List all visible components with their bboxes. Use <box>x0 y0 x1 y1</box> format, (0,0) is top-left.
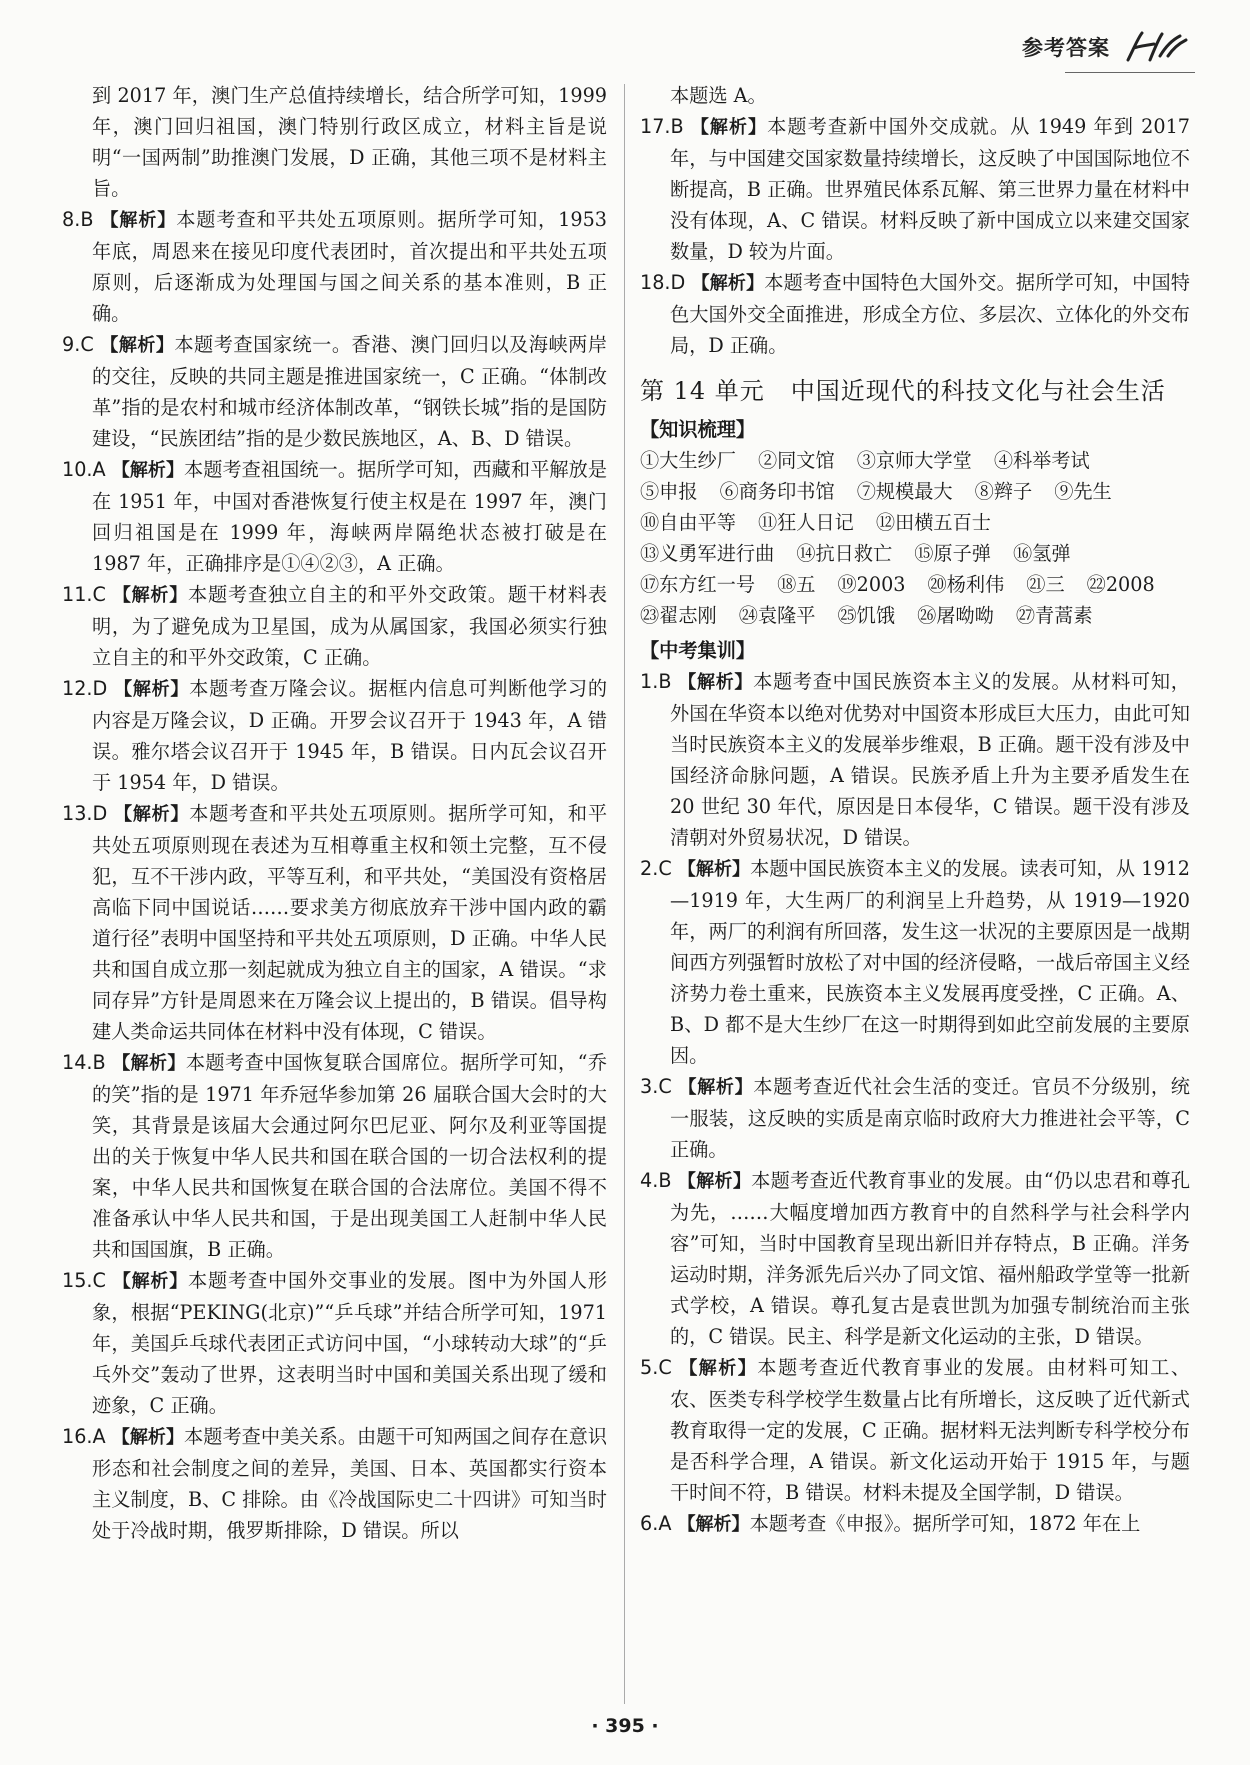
answer-number: 1. <box>640 670 659 693</box>
answer-number: 16. <box>62 1425 93 1448</box>
answer-choice: C <box>92 1269 106 1292</box>
answer-item <box>62 673 607 798</box>
knowledge-item: ⑤申报 <box>640 480 698 503</box>
knowledge-item: ㉔袁隆平 <box>738 604 816 627</box>
analysis-label: 【解析】 <box>678 672 754 693</box>
knowledge-item: ⑳杨利伟 <box>927 573 1005 596</box>
analysis-label: 【解析】 <box>111 460 184 481</box>
answer-choice: C <box>80 333 94 356</box>
answer-choice: C <box>658 1356 672 1379</box>
knowledge-item: ㉖屠呦呦 <box>917 604 994 627</box>
right-answer-list <box>640 111 1190 361</box>
answer-item <box>640 666 1190 853</box>
knowledge-item: ⑩自由平等 <box>640 511 736 534</box>
answer-choice: C <box>92 583 106 606</box>
answer-item <box>640 1508 1190 1540</box>
analysis-text: 本题考查万隆会议。据框内信息可判断他学习的内容是万隆会议，D 正确。开罗会议召开于 1943 年，A 错误。雅尔塔会议召开于 1945 年，B 错误。日内瓦会议召开于 1954 年，D 错误。 <box>92 677 608 794</box>
answer-number: 17. <box>640 115 671 138</box>
answer-number: 18. <box>640 271 671 294</box>
analysis-label: 【解析】 <box>690 117 768 138</box>
knowledge-item: ㉗青蒿素 <box>1015 604 1093 627</box>
left-answer-list <box>62 204 607 1546</box>
answer-number: 9. <box>62 333 81 356</box>
unit-name: 中国近现代的科技文化与社会生活 <box>790 377 1166 405</box>
knowledge-item: ④科举考试 <box>993 449 1090 472</box>
knowledge-item: ⑧辫子 <box>974 480 1033 503</box>
answer-item <box>62 329 607 454</box>
analysis-text: 本题考查《申报》。据所学可知，1872 年在上 <box>749 1512 1141 1535</box>
answer-choice: D <box>92 802 108 825</box>
analysis-text: 本题考查新中国外交成就。从 1949 年到 2017 年，与中国建交国家数量持续增长，这反映了中国国际地位不断提高，B 正确。世界殖民体系瓦解、第三世界力量在材料中没有体现，A、C 错误。材料反映了新中国成立以来建交国家数量，D 较为片面。 <box>670 115 1190 263</box>
page-number: · 395 · <box>591 1715 659 1737</box>
answer-choice: D <box>670 271 686 294</box>
knowledge-item: ⑨先生 <box>1054 480 1112 503</box>
analysis-text: 本题考查中国民族资本主义的发展。从材料可知，外国在华资本以绝对优势对中国资本形成巨大压力，由此可知当时民族资本主义的发展举步维艰，B 正确。题干没有涉及中国经济命脉问题，A 错误。民族矛盾上升为主要矛盾发生在 20 世纪 30 年代，原因是日本侵华，C 错误。题干没有涉及清朝对外贸易状况，D 错误。 <box>670 670 1190 849</box>
knowledge-row <box>640 569 1190 600</box>
analysis-text: 本题考查中国外交事业的发展。图中为外国人形象，根据“PEKING(北京)”“乒乓球”并结合所学可知，1971 年，美国乒乓球代表团正式访问中国，“小球转动大球”的“乒乓外交”轰动了世界，这表明当时中国和美国关系出现了缓和迹象，C 正确。 <box>92 1269 608 1417</box>
answer-item <box>640 267 1190 361</box>
answer-item <box>62 579 607 673</box>
knowledge-row <box>640 600 1190 631</box>
answer-number: 13. <box>62 802 93 825</box>
analysis-label: 【解析】 <box>112 1271 189 1292</box>
knowledge-item: ①大生纱厂 <box>640 449 736 472</box>
knowledge-item: ⑲2003 <box>837 573 906 596</box>
answer-choice: A <box>92 458 106 481</box>
knowledge-item: ⑥商务印书馆 <box>719 480 835 503</box>
answer-item <box>640 1071 1190 1165</box>
analysis-text: 本题考查独立自主的和平外交政策。题干材料表明，为了避免成为卫星国，成为从属国家，我国必须实行独立自主的和平外交政策，C 正确。 <box>92 583 608 669</box>
answer-item <box>640 853 1190 1071</box>
knowledge-item: ⑭抗日救亡 <box>796 542 893 565</box>
analysis-text: 本题考查中国恢复联合国席位。据所学可知，“乔的笑”指的是 1971 年乔冠华参加第 26 届联合国大会时的大笑，其背景是该届大会通过阿尔巴尼亚、阿尔及利亚等国提出的关于恢复中华人民共和国在联合国的一切合法权利的提案，中华人民共和国恢复在联合国的合法席位。美国不得不准备承认中华人民共和国，于是出现美国工人赶制中华人民共和国国旗，B 正确。 <box>92 1051 608 1261</box>
page-header <box>1022 30 1190 64</box>
exam-answer-list <box>640 666 1190 1540</box>
knowledge-item: ⑬义勇军进行曲 <box>640 542 775 565</box>
analysis-text: 本题考查近代教育事业的发展。由“仍以忠君和尊孔为先，……大幅度增加西方教育中的自然科学与社会科学内容”可知，当时中国教育呈现出新旧并存特点，B 正确。洋务运动时期，洋务派先后兴办了同文馆、福州船政学堂等一批新式学校，A 错误。尊孔复古是袁世凯为加强专制统治而主张的，C 错误。民主、科学是新文化运动的主张，D 错误。 <box>670 1169 1191 1348</box>
knowledge-item: ㉓翟志刚 <box>640 604 717 627</box>
knowledge-item: ⑦规模最大 <box>856 480 953 503</box>
analysis-label: 【解析】 <box>100 335 175 356</box>
knowledge-item: ⑮原子弹 <box>914 542 991 565</box>
answer-number: 10. <box>62 458 93 481</box>
analysis-text: 本题考查中美关系。由题干可知两国之间存在意识形态和社会制度之间的差异，美国、日本、英国都实行资本主义制度，B、C 排除。由《冷战国际史二十四讲》可知当时处于冷战时期，俄罗斯排除，D 错误。所以 <box>92 1425 608 1542</box>
analysis-label: 【解析】 <box>112 585 189 606</box>
analysis-text: 本题考查祖国统一。据所学可知，西藏和平解放是在 1951 年，中国对香港恢复行使主权是在 1997 年，澳门回归祖国是在 1999 年，海峡两岸隔绝状态被打破是在 1987 年，正确排序是①④②③，A 正确。 <box>92 458 608 575</box>
analysis-label: 【解析】 <box>100 210 177 231</box>
answer-number: 12. <box>62 677 93 700</box>
unit-title <box>640 371 1190 406</box>
analysis-label: 【解析】 <box>677 1514 750 1535</box>
knowledge-item: ⑱五 <box>777 573 816 596</box>
answer-choice: B <box>658 670 672 693</box>
knowledge-row <box>640 476 1190 507</box>
analysis-label: 【解析】 <box>691 273 765 294</box>
answer-number: 3. <box>640 1075 659 1098</box>
answer-number: 2. <box>640 857 659 880</box>
analysis-label: 【解析】 <box>111 1427 184 1448</box>
answer-number: 6. <box>640 1512 659 1535</box>
knowledge-item: ㉕饥饿 <box>837 604 896 627</box>
answer-choice: D <box>92 677 108 700</box>
answer-item <box>640 1165 1190 1352</box>
continued-text: 本题选 A。 <box>670 84 767 107</box>
analysis-text: 本题考查国家统一。香港、澳门回归以及海峡两岸的交往，反映的共同主题是推进国家统一，C 正确。“体制改革”指的是农村和城市经济体制改革，“钢铁长城”指的是国防建设，“民族团结”指的是少数民族地区，A、B、D 错误。 <box>92 333 608 450</box>
answer-choice: B <box>670 115 684 138</box>
answer-item <box>62 1265 607 1421</box>
knowledge-row <box>640 507 1190 538</box>
answer-choice: B <box>658 1169 672 1192</box>
answer-item <box>62 204 607 329</box>
knowledge-grid <box>640 445 1190 631</box>
column-divider <box>624 84 625 1704</box>
knowledge-item: ③京师大学堂 <box>856 449 972 472</box>
knowledge-row <box>640 538 1190 569</box>
analysis-text: 本题考查和平共处五项原则。据所学可知，1953 年底，周恩来在接见印度代表团时，首次提出和平共处五项原则，后逐渐成为处理国与国之间关系的基本准则，B 正确。 <box>92 208 607 325</box>
knowledge-heading: 【知识梳理】 <box>640 418 756 441</box>
answer-choice: A <box>92 1425 106 1448</box>
analysis-label: 【解析】 <box>114 679 190 700</box>
analysis-text: 本题考查和平共处五项原则。据所学可知，和平共处五项原则现在表述为互相尊重主权和领土完整，互不侵犯，互不干涉内政，平等互利，和平共处，“美国没有资格居高临下同中国说话……要求美方彻底放弃干涉中国内政的霸道行径”表明中国坚持和平共处五项原则，D 正确。中华人民共和国自成立那一刻起就成为独立自主的国家，A 错误。“求同存异”方针是周恩来在万隆会议上提出的，B 错误。倡导构建人类命运共同体在材料中没有体现，C 错误。 <box>92 802 608 1043</box>
header-rule <box>1065 72 1195 73</box>
answer-number: 15. <box>62 1269 93 1292</box>
answer-choice: B <box>92 1051 106 1074</box>
knowledge-row <box>640 445 1190 476</box>
answer-item <box>62 1421 607 1546</box>
analysis-text: 本题考查近代教育事业的发展。由材料可知工、农、医类专科学校学生数量占比有所增长，这反映了近代新式教育取得一定的发展，C 正确。据材料无法判断专科学校分布是否科学合理，A 错误。新文化运动开始于 1915 年，与题干时间不符，B 错误。材料未提及全国学制，D 错误。 <box>670 1356 1191 1504</box>
answer-choice: C <box>658 857 672 880</box>
continued-text: 到 2017 年，澳门生产总值持续增长，结合所学可知，1999 年，澳门回归祖国，澳门特别行政区成立，材料主旨是说明“一国两制”助推澳门发展，D 正确，其他三项不是材料主旨。 <box>92 84 607 200</box>
knowledge-item: ⑯氢弹 <box>1013 542 1071 565</box>
knowledge-item: ②同文馆 <box>757 449 835 472</box>
knowledge-item: ⑰东方红一号 <box>640 573 756 596</box>
analysis-label: 【解析】 <box>112 1053 186 1074</box>
answer-choice: A <box>658 1512 672 1535</box>
knowledge-item: ⑫田横五百士 <box>875 511 991 534</box>
analysis-label: 【解析】 <box>114 804 190 825</box>
answer-number: 14. <box>62 1051 93 1074</box>
answer-number: 5. <box>640 1356 659 1379</box>
answer-item <box>62 454 607 579</box>
unit-number: 第 14 单元 <box>640 377 765 405</box>
answer-item <box>640 1352 1190 1508</box>
answer-item <box>640 111 1190 267</box>
answer-number: 11. <box>62 583 93 606</box>
left-column <box>62 80 607 1546</box>
answer-choice: B <box>80 208 94 231</box>
analysis-text: 本题考查近代社会生活的变迁。官员不分级别，统一服装，这反映的实质是南京临时政府大力推进社会平等，C 正确。 <box>670 1075 1190 1161</box>
answer-item <box>62 1047 607 1265</box>
answer-choice: C <box>658 1075 672 1098</box>
answer-number: 4. <box>640 1169 659 1192</box>
analysis-label: 【解析】 <box>677 1171 752 1192</box>
header-title: 参考答案 <box>1022 36 1110 60</box>
analysis-text: 本题中国民族资本主义的发展。读表可知，从 1912—1919 年，大生两厂的利润呈上升趋势，从 1919—1920 年，两厂的利润有所回落，发生这一状况的主要原因是一战期间西方列强暂时放松了对中国的经济侵略，一战后帝国主义经济势力卷土重来，民族资本主义发展再度受挫，C 正确。A、B、D 都不是大生纱厂在这一时期得到如此空前发展的主要原因。 <box>670 857 1190 1067</box>
analysis-label: 【解析】 <box>679 1358 758 1379</box>
exam-heading: 【中考集训】 <box>640 639 756 662</box>
knowledge-item: ㉒2008 <box>1086 573 1155 596</box>
answer-item <box>62 798 607 1047</box>
analysis-text: 本题考查中国特色大国外交。据所学可知，中国特色大国外交全面推进，形成全方位、多层次、立体化的外交布局，D 正确。 <box>670 271 1190 357</box>
analysis-label: 【解析】 <box>677 859 751 880</box>
right-column <box>640 80 1190 1540</box>
knowledge-item: ⑪狂人日记 <box>757 511 854 534</box>
brand-logo-icon <box>1120 30 1190 64</box>
answer-number: 8. <box>62 208 81 231</box>
knowledge-item: ㉑三 <box>1026 573 1065 596</box>
analysis-label: 【解析】 <box>678 1077 754 1098</box>
